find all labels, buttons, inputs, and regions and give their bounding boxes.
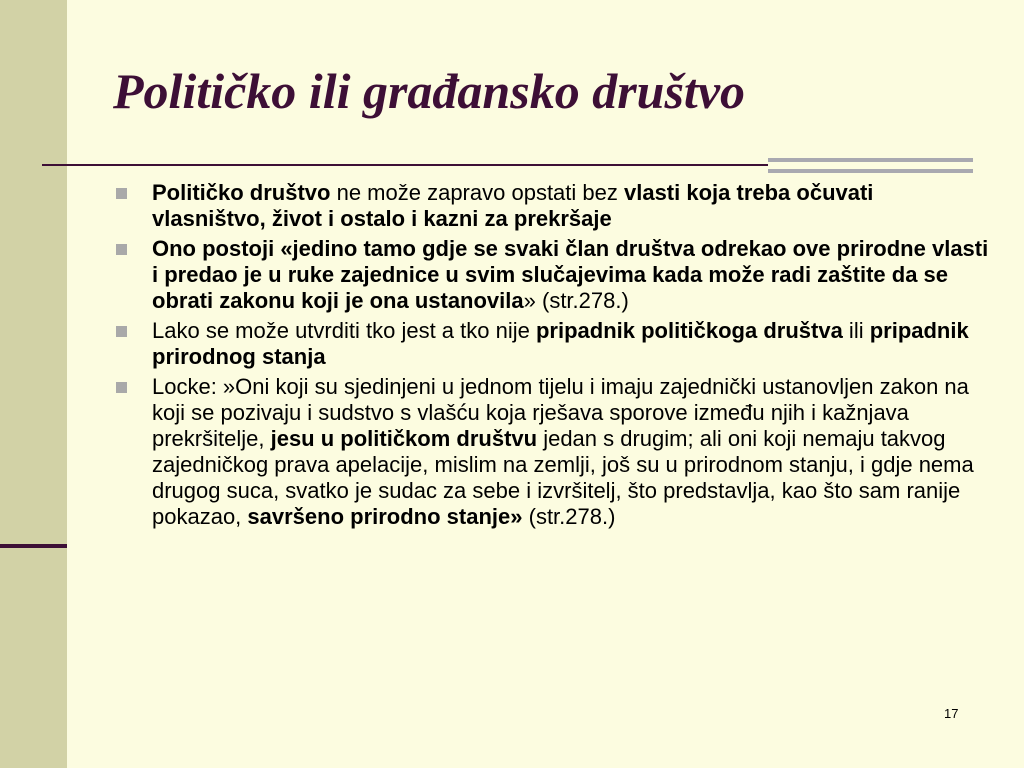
- text: Lako se može utvrditi tko jest a tko nije: [152, 318, 536, 343]
- title-divider: [42, 164, 768, 166]
- bullet-item: [113, 318, 993, 370]
- bold-text: Političko društvo: [152, 180, 331, 205]
- square-bullet-icon: [116, 188, 127, 199]
- text: ne može zapravo opstati bez: [330, 180, 624, 205]
- page-number: 17: [944, 706, 959, 721]
- square-bullet-icon: [116, 326, 127, 337]
- accent-line-top: [768, 158, 973, 162]
- bullet-item: [113, 236, 993, 314]
- square-bullet-icon: [116, 382, 127, 393]
- accent-line-bottom: [768, 169, 973, 173]
- text: ili: [842, 318, 870, 343]
- bold-text: vlasti koja treba očuvati vlasništvo, život i ostalo i kazni za prekršaje: [152, 180, 874, 231]
- text: (str.278.): [522, 504, 616, 529]
- bold-text: pripadnik političkoga društva: [535, 318, 843, 343]
- bullet-list: [113, 180, 993, 534]
- bold-text: pripadnik prirodnog stanja: [152, 318, 969, 369]
- bullet-item: [113, 180, 993, 232]
- bold-text: savršeno prirodno stanje»: [247, 504, 523, 529]
- text: » (str.278.): [523, 288, 629, 313]
- text: jedan s drugim; ali oni koji nemaju takvog zajedničkog prava apelacije, mislim na zemlji, još su u prirodnom stanju, i gdje nema drugog suca, svatko je sudac za sebe i izvršitelj, što predstavlja, kao što sam ranije pokazao,: [152, 426, 974, 529]
- slide-title: Političko ili građansko društvo: [113, 63, 746, 119]
- square-bullet-icon: [116, 244, 127, 255]
- bold-text: Ono postoji «jedino tamo gdje se svaki član društva odrekao ove prirodne vlasti i predao je u ruke zajednice u svim slučajevima kada može radi zaštite da se obrati zakonu koji je ona ustanovila: [152, 236, 989, 313]
- bullet-item: [113, 374, 993, 530]
- bold-text: jesu u političkom društvu: [270, 426, 538, 451]
- text: Locke: »Oni koji su sjedinjeni u jednom tijelu i imaju zajednički ustanovljen zakon na koji se pozivaju i sudstvo s vlašću koja rješava sporove između njih i kažnjava prekršitelje,: [152, 374, 969, 451]
- left-divider: [0, 544, 67, 548]
- left-decorative-band: [0, 0, 67, 768]
